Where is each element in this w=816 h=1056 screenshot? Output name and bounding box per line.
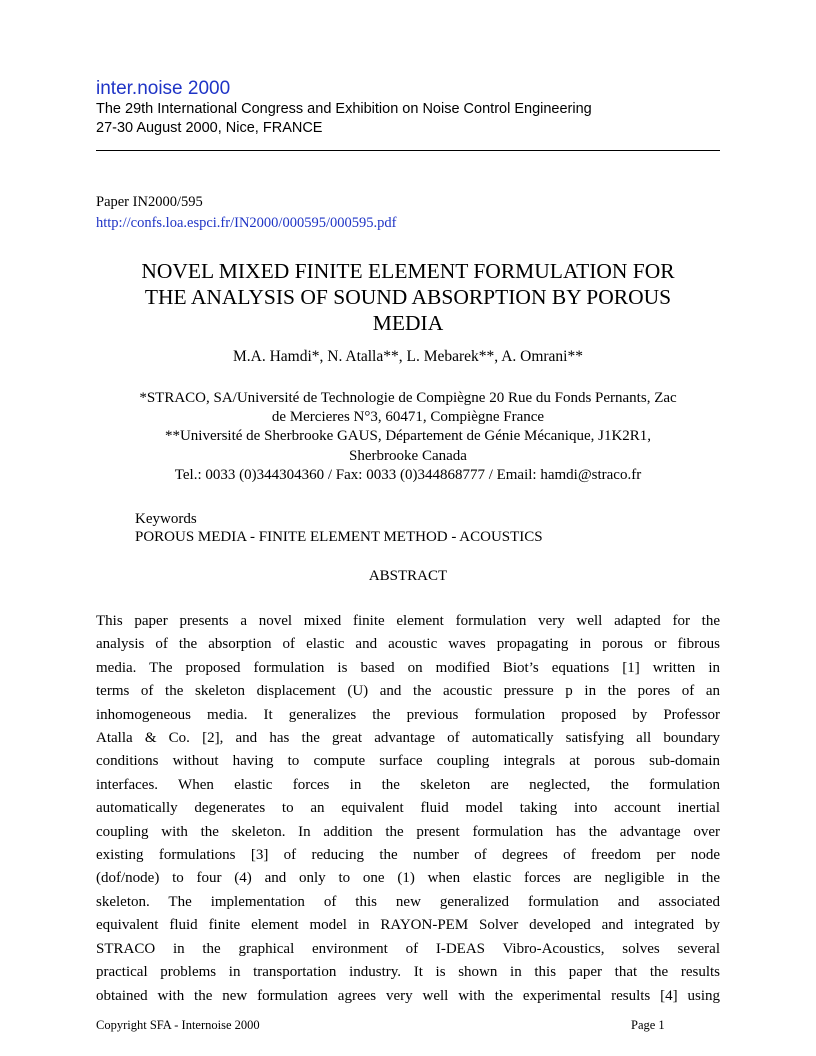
abstract-line: interfaces. When elastic forces in the skeleton are neglected, the formulation — [96, 776, 720, 793]
affiliation-line: **Université de Sherbrooke GAUS, Département de Génie Mécanique, J1K2R1, — [164, 428, 652, 445]
affiliation-line: de Mercieres N°3, 60471, Compiègne France — [271, 409, 545, 426]
abstract-line: Atalla & Co. [2], and has the great advantage of automatically satisfying all boundary — [96, 730, 720, 747]
paper-title — [96, 258, 720, 336]
abstract-line: conditions without having to compute surface coupling integrals at porous sub-domain — [96, 753, 720, 770]
abstract-line: obtained with the new formulation agrees very well with the experimental results [4] using — [96, 987, 720, 1004]
abstract-line: practical problems in transportation industry. It is shown in this paper that the results — [96, 964, 720, 981]
footer-copyright: Copyright SFA - Internoise 2000 — [96, 1018, 260, 1032]
paper-url-link[interactable]: http://confs.loa.espci.fr/IN2000/000595/000595.pdf — [96, 215, 397, 231]
abstract-line: automatically degenerates to an equivalent fluid model taking into account inertial — [96, 800, 720, 817]
affiliation-line: *STRACO, SA/Université de Technologie de Compiègne 20 Rue du Fonds Pernants, Zac — [139, 390, 677, 406]
abstract-line: coupling with the skeleton. In addition the present formulation has the advantage over — [96, 823, 720, 840]
abstract-line: skeleton. The implementation of this new generalized formulation and associated — [96, 893, 720, 910]
header-divider — [96, 150, 720, 151]
abstract-heading: ABSTRACT — [368, 568, 448, 584]
conference-subtitle: The 29th International Congress and Exhibition on Noise Control Engineering — [96, 101, 592, 117]
footer-page-number: Page 1 — [631, 1018, 665, 1032]
abstract-line: (dof/node) to four (4) and only to one (1) when elastic forces are negligible in the — [96, 870, 720, 887]
abstract-line: media. The proposed formulation is based on modified Biot’s equations [1] written in — [96, 659, 720, 676]
abstract-line: inhomogeneous media. It generalizes the previous formulation proposed by Professor — [96, 706, 720, 723]
paper-id: Paper IN2000/595 — [96, 194, 203, 210]
abstract-line: STRACO in the graphical environment of I-DEAS Vibro-Acoustics, solves several — [96, 940, 720, 957]
title-line: THE ANALYSIS OF SOUND ABSORPTION BY POROUS — [144, 285, 672, 309]
abstract-line: existing formulations [3] of reducing the number of degrees of freedom per node — [96, 847, 720, 864]
contact-line: Tel.: 0033 (0)344304360 / Fax: 0033 (0)344868777 / Email: hamdi@straco.fr — [174, 466, 642, 483]
title-line: MEDIA — [372, 311, 444, 335]
conference-dates: 27-30 August 2000, Nice, FRANCE — [96, 120, 323, 136]
abstract-line: equivalent fluid finite element model in RAYON-PEM Solver developed and integrated by — [96, 917, 720, 934]
abstract-body — [96, 610, 720, 1008]
conference-name: inter.noise 2000 — [96, 78, 231, 99]
abstract-line: This paper presents a novel mixed finite element formulation very well adapted for the — [96, 613, 720, 629]
abstract-line: terms of the skeleton displacement (U) and the acoustic pressure p in the pores of an — [96, 683, 720, 700]
authors: M.A. Hamdi*, N. Atalla**, L. Mebarek**, A. Omrani** — [233, 348, 583, 365]
keywords: POROUS MEDIA - FINITE ELEMENT METHOD - ACOUSTICS — [135, 529, 543, 545]
affiliations — [96, 389, 720, 485]
title-line: NOVEL MIXED FINITE ELEMENT FORMULATION FOR — [141, 259, 675, 283]
keywords-label: Keywords — [135, 511, 197, 527]
affiliation-line: Sherbrooke Canada — [349, 447, 467, 464]
abstract-line: analysis of the absorption of elastic and acoustic waves propagating in porous or fibrous — [96, 636, 720, 653]
